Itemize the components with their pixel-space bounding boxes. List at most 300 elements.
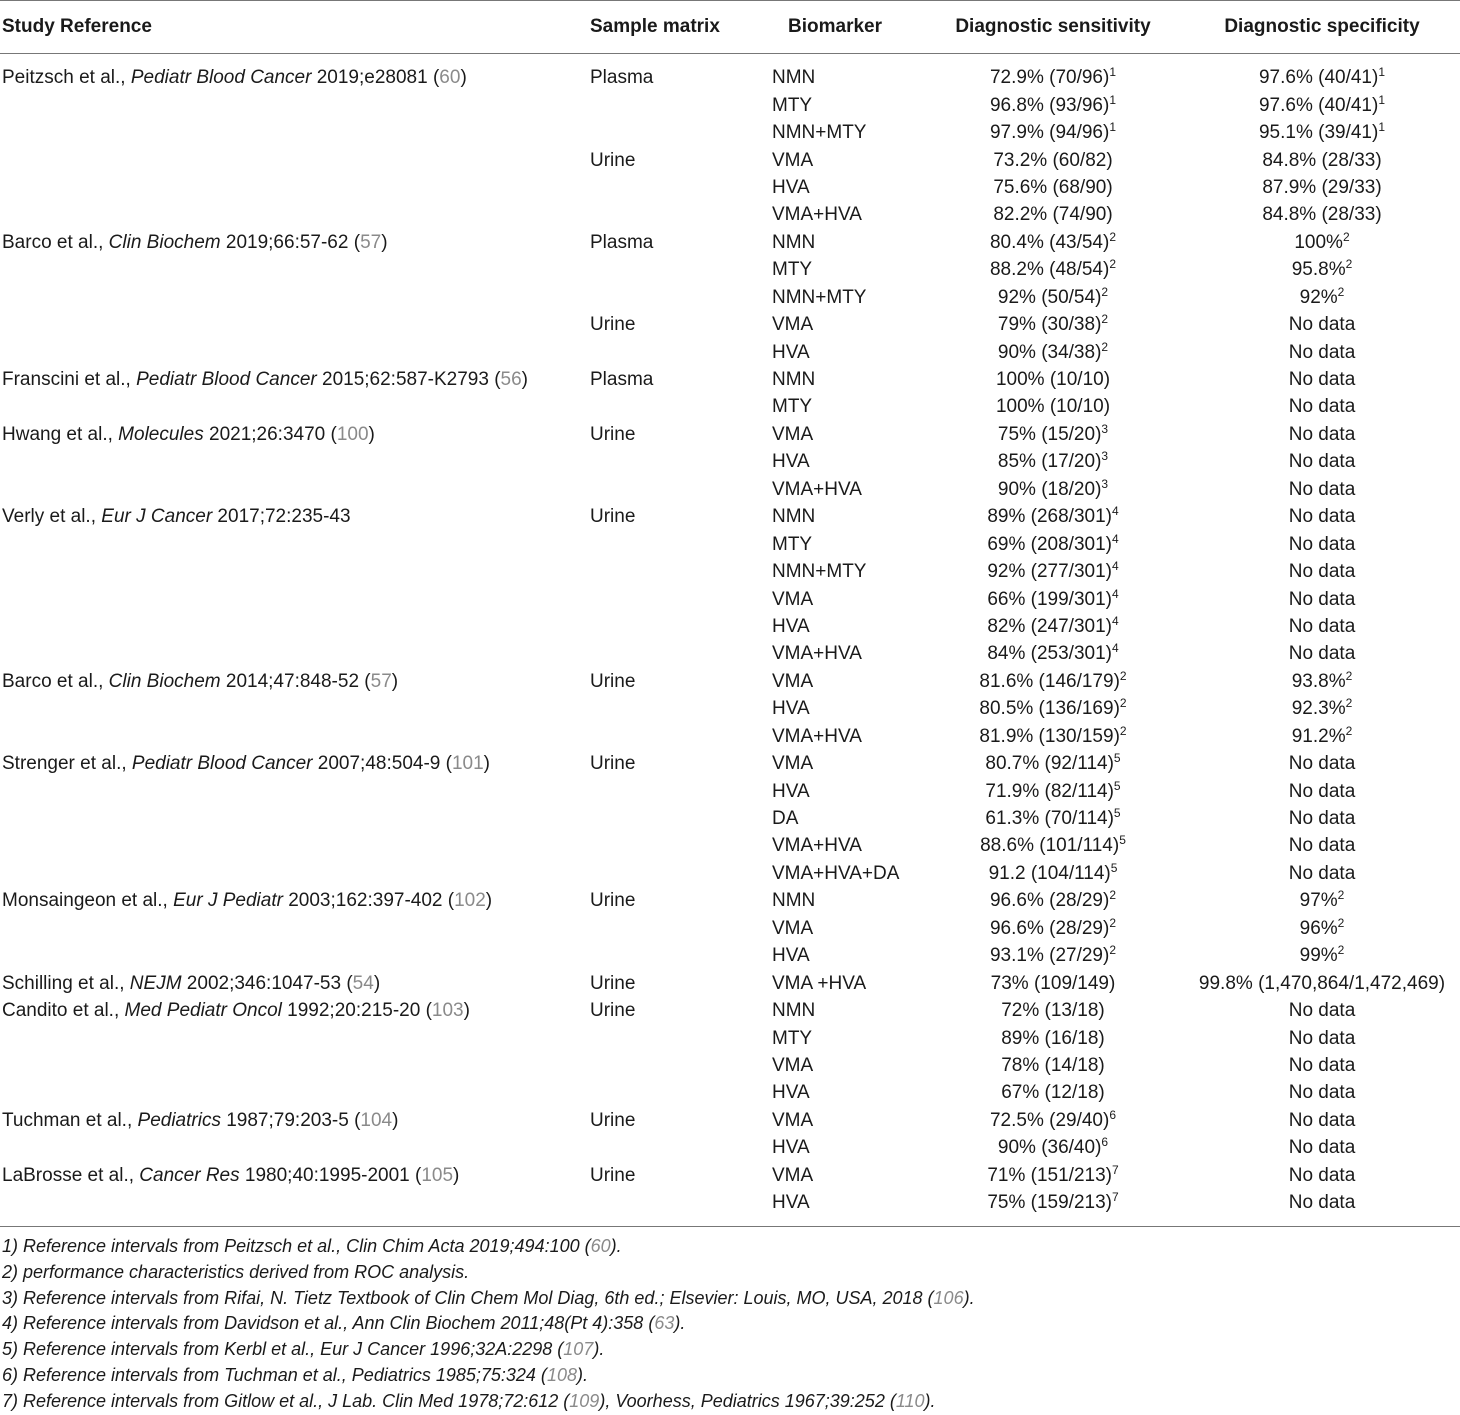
specificity-cell (1184, 1134, 1460, 1161)
biomarker: NMN+MTY (772, 286, 867, 308)
study-authors: Strenger et al., (2, 753, 132, 775)
table-row (0, 174, 1460, 201)
sample-matrix-cell (582, 54, 760, 92)
specificity-cell (1184, 1024, 1460, 1051)
sensitivity-cell (922, 366, 1184, 393)
specificity-cell (1184, 805, 1460, 832)
table-row (0, 338, 1460, 365)
study-reference-cell (0, 558, 582, 585)
biomarker: MTY (772, 1027, 813, 1049)
sensitivity-value: 81.9% (130/159) (979, 725, 1120, 747)
sample-matrix-cell (582, 119, 760, 146)
biomarker-cell (760, 503, 922, 530)
sensitivity-cell (922, 585, 1184, 612)
specificity-value: 100% (1294, 231, 1343, 253)
reference-close: ) (460, 67, 467, 89)
specificity-cell (1184, 750, 1460, 777)
specificity-cell (1184, 338, 1460, 365)
biomarker-cell (760, 1024, 922, 1051)
footnote-marker: 2 (1101, 312, 1109, 327)
biomarker-cell (760, 119, 922, 146)
sample-matrix: Urine (590, 1000, 636, 1022)
footnote-marker: 1 (1378, 120, 1386, 135)
study-reference-cell (0, 530, 582, 557)
table-row (0, 668, 1460, 695)
reference-close: ) (483, 753, 490, 775)
sample-matrix-cell (582, 1162, 760, 1189)
table-row (0, 366, 1460, 393)
biomarker: VMA (772, 1164, 814, 1186)
specificity-value: No data (1288, 369, 1356, 391)
study-journal: Pediatrics (137, 1109, 221, 1131)
table-row (0, 1107, 1460, 1134)
table-row (0, 146, 1460, 173)
footnote-text: ). (576, 1364, 588, 1385)
sample-matrix-cell (582, 832, 760, 859)
sample-matrix-cell (582, 393, 760, 420)
biomarker-cell (760, 942, 922, 969)
sensitivity-value: 75% (15/20) (997, 423, 1102, 445)
footnote-marker: 4 (1111, 504, 1119, 519)
sample-matrix-cell (582, 448, 760, 475)
footnote-marker: 2 (1101, 284, 1109, 299)
study-reference-cell (0, 860, 582, 887)
biomarker: VMA (772, 423, 814, 445)
specificity-cell (1184, 969, 1460, 996)
footnote-marker: 4 (1111, 586, 1119, 601)
specificity-value: 93.8% (1291, 670, 1346, 692)
biomarker-cell (760, 530, 922, 557)
biomarker-cell (760, 174, 922, 201)
biomarker: NMN (772, 369, 816, 391)
sensitivity-value: 89% (16/18) (1001, 1027, 1105, 1049)
footnote-marker: 1 (1109, 92, 1117, 107)
specificity-value: 97.6% (40/41) (1258, 94, 1379, 116)
specificity-cell (1184, 668, 1460, 695)
sensitivity-value: 67% (12/18) (1001, 1082, 1105, 1104)
sensitivity-value: 73.2% (60/82) (993, 149, 1113, 171)
footnote-marker: 7 (1111, 1162, 1119, 1177)
footnote-marker: 1 (1378, 65, 1386, 80)
footnote-marker: 2 (1109, 943, 1117, 958)
biomarker-cell (760, 860, 922, 887)
sensitivity-value: 90% (36/40) (997, 1137, 1102, 1159)
footnote-marker: 2 (1345, 668, 1353, 683)
specificity-value: No data (1288, 1027, 1356, 1049)
biomarker: HVA (772, 1082, 810, 1104)
sensitivity-value: 97.9% (94/96) (989, 122, 1110, 144)
study-journal: Clin Biochem (108, 670, 221, 692)
table-row (0, 997, 1460, 1024)
header-sample-matrix: Sample matrix (582, 1, 760, 54)
reference-number: 100 (336, 423, 369, 445)
reference-number: 60 (590, 1236, 611, 1256)
specificity-cell (1184, 942, 1460, 969)
study-citation: 2019;66:57-62 ( (220, 231, 361, 253)
specificity-value: 92% (1299, 286, 1338, 308)
specificity-value: No data (1288, 615, 1356, 637)
table-row (0, 1024, 1460, 1051)
specificity-value: 87.9% (29/33) (1262, 176, 1382, 198)
sensitivity-value: 71% (151/213) (987, 1164, 1112, 1186)
reference-number: 105 (421, 1164, 454, 1186)
specificity-value: No data (1288, 835, 1356, 857)
table-row (0, 54, 1460, 92)
specificity-value: No data (1288, 862, 1356, 884)
footnote-line (0, 1286, 975, 1312)
footnote-text: 5) Reference intervals from Kerbl et al., Eur J Cancer 1996;32A:2298 ( (2, 1339, 564, 1360)
sample-matrix: Urine (590, 1164, 636, 1186)
sensitivity-value: 71.9% (82/114) (985, 780, 1114, 802)
sensitivity-value: 91.2 (104/114) (988, 862, 1111, 884)
specificity-value: No data (1288, 314, 1356, 336)
study-authors: Candito et al., (2, 1000, 125, 1022)
specificity-value: 91.2% (1291, 725, 1346, 747)
footnote-marker: 7 (1111, 1190, 1119, 1205)
specificity-value: No data (1288, 1109, 1356, 1131)
study-journal: Clin Biochem (108, 231, 221, 253)
sample-matrix-cell (582, 256, 760, 283)
sensitivity-cell (922, 613, 1184, 640)
footnote-marker: 5 (1110, 860, 1118, 875)
header-biomarker: Biomarker (760, 1, 922, 54)
biomarker: VMA+HVA+DA (772, 862, 900, 884)
sensitivity-value: 66% (199/301) (987, 588, 1112, 610)
specificity-cell (1184, 119, 1460, 146)
sensitivity-cell (922, 668, 1184, 695)
reference-number: 63 (654, 1313, 675, 1334)
study-citation: 2015;62:587-K2793 ( (316, 369, 501, 391)
biomarker-cell (760, 613, 922, 640)
sensitivity-cell (922, 887, 1184, 914)
biomarker-cell (760, 393, 922, 420)
specificity-cell (1184, 887, 1460, 914)
biomarker-cell (760, 887, 922, 914)
sensitivity-cell (922, 695, 1184, 722)
sensitivity-value: 96.8% (93/96) (989, 94, 1110, 116)
footnote-marker: 2 (1119, 696, 1127, 711)
sample-matrix-cell (582, 229, 760, 256)
study-reference-cell (0, 1107, 582, 1134)
footnote-marker: 1 (1378, 92, 1386, 107)
sample-matrix-cell (582, 1107, 760, 1134)
table-row (0, 1162, 1460, 1189)
table-row (0, 860, 1460, 887)
sensitivity-value: 96.6% (28/29) (989, 917, 1110, 939)
study-reference-cell (0, 887, 582, 914)
specificity-cell (1184, 530, 1460, 557)
sample-matrix-cell (582, 1189, 760, 1227)
sensitivity-cell (922, 558, 1184, 585)
reference-close: ) (373, 972, 381, 994)
sensitivity-cell (922, 832, 1184, 859)
header-row (0, 1, 1460, 54)
reference-close: ) (453, 1164, 460, 1186)
study-reference-cell (0, 256, 582, 283)
study-reference-cell (0, 1134, 582, 1161)
study-authors: Monsaingeon et al., (2, 890, 174, 912)
specificity-value: No data (1288, 808, 1356, 830)
table-row (0, 91, 1460, 118)
biomarker: HVA (772, 1137, 810, 1159)
reference-number: 106 (933, 1287, 964, 1308)
sensitivity-value: 92% (277/301) (987, 561, 1112, 583)
sensitivity-value: 84% (253/301) (987, 643, 1112, 665)
sensitivity-value: 90% (34/38) (997, 341, 1102, 363)
table-row (0, 256, 1460, 283)
biomarker-cell (760, 256, 922, 283)
footnote-marker: 2 (1337, 284, 1345, 299)
table-row (0, 695, 1460, 722)
table-row (0, 887, 1460, 914)
sample-matrix-cell (582, 915, 760, 942)
reference-number: 108 (546, 1364, 577, 1385)
biomarker-cell (760, 284, 922, 311)
sample-matrix-cell (582, 530, 760, 557)
study-reference-cell (0, 366, 582, 393)
sample-matrix-cell (582, 750, 760, 777)
study-reference-cell (0, 174, 582, 201)
biomarker-cell (760, 1107, 922, 1134)
reference-number: 110 (895, 1390, 925, 1411)
sample-matrix-cell (582, 1134, 760, 1161)
reference-close: ) (485, 890, 493, 912)
sample-matrix-cell (582, 311, 760, 338)
study-authors: Peitzsch et al., (2, 67, 131, 89)
sample-matrix: Urine (590, 149, 636, 171)
reference-number: 104 (360, 1109, 393, 1131)
sample-matrix-cell (582, 1052, 760, 1079)
specificity-value: No data (1288, 1137, 1356, 1159)
table-row (0, 284, 1460, 311)
sample-matrix: Urine (590, 753, 636, 775)
study-reference-cell (0, 942, 582, 969)
footnote-marker: 2 (1109, 229, 1117, 244)
study-reference-cell (0, 476, 582, 503)
sensitivity-value: 72% (13/18) (1001, 1000, 1105, 1022)
biomarker: NMN (772, 231, 816, 253)
table-row (0, 558, 1460, 585)
sample-matrix-cell (582, 887, 760, 914)
footnote-marker: 5 (1113, 751, 1121, 766)
sample-matrix: Urine (590, 972, 636, 994)
sensitivity-value: 72.5% (29/40) (989, 1109, 1110, 1131)
study-citation: 1987;79:203-5 ( (220, 1109, 361, 1131)
specificity-cell (1184, 777, 1460, 804)
specificity-cell (1184, 997, 1460, 1024)
reference-number: 103 (431, 1000, 464, 1022)
table-row (0, 311, 1460, 338)
specificity-value: 97% (1299, 890, 1338, 912)
sensitivity-cell (922, 640, 1184, 667)
specificity-value: 95.8% (1291, 259, 1346, 281)
sample-matrix-cell (582, 284, 760, 311)
sensitivity-cell (922, 942, 1184, 969)
sensitivity-cell (922, 860, 1184, 887)
sensitivity-value: 100% (10/10) (995, 396, 1111, 418)
study-reference-cell (0, 668, 582, 695)
table-row (0, 1189, 1460, 1227)
sample-matrix-cell (582, 476, 760, 503)
study-reference-cell (0, 91, 582, 118)
specificity-value: No data (1288, 1054, 1356, 1076)
specificity-value: No data (1288, 478, 1356, 500)
footnote-marker: 2 (1345, 257, 1353, 272)
biomarker: HVA (772, 945, 810, 967)
biomarker-cell (760, 915, 922, 942)
study-citation: 2007;48:504-9 ( (312, 753, 452, 775)
biomarker-cell (760, 969, 922, 996)
sample-matrix-cell (582, 91, 760, 118)
sample-matrix: Urine (590, 1109, 636, 1131)
biomarker-cell (760, 777, 922, 804)
sample-matrix-cell (582, 1024, 760, 1051)
biomarker-cell (760, 668, 922, 695)
specificity-value: No data (1288, 396, 1356, 418)
sensitivity-value: 69% (208/301) (987, 533, 1112, 555)
footnote-line (0, 1311, 975, 1337)
footnote-line (0, 1260, 975, 1286)
specificity-cell (1184, 393, 1460, 420)
specificity-value: 84.8% (28/33) (1262, 204, 1382, 226)
sensitivity-cell (922, 1107, 1184, 1134)
specificity-value: 84.8% (28/33) (1262, 149, 1382, 171)
specificity-value: 92.3% (1291, 698, 1346, 720)
specificity-cell (1184, 585, 1460, 612)
study-reference-cell (0, 969, 582, 996)
footnote-marker: 2 (1109, 888, 1117, 903)
biomarker: VMA+HVA (772, 478, 862, 500)
footnote-marker: 3 (1101, 476, 1109, 491)
specificity-cell (1184, 201, 1460, 228)
biomarker: HVA (772, 1192, 810, 1214)
reference-number: 60 (439, 67, 461, 89)
specificity-cell (1184, 229, 1460, 256)
specificity-value: No data (1288, 451, 1356, 473)
specificity-cell (1184, 832, 1460, 859)
biomarker-cell (760, 366, 922, 393)
sensitivity-value: 80.4% (43/54) (989, 231, 1110, 253)
specificity-value: No data (1288, 341, 1356, 363)
footnote-marker: 2 (1119, 723, 1127, 738)
biomarker-cell (760, 1079, 922, 1106)
specificity-value: 95.1% (39/41) (1258, 122, 1379, 144)
biomarker: VMA (772, 917, 814, 939)
sample-matrix-cell (582, 640, 760, 667)
study-citation: 2019;e28081 ( (311, 67, 440, 89)
specificity-value: 99% (1299, 945, 1338, 967)
sensitivity-cell (922, 750, 1184, 777)
specificity-value: No data (1288, 1164, 1356, 1186)
table-row (0, 503, 1460, 530)
study-reference-cell (0, 201, 582, 228)
table-row (0, 585, 1460, 612)
study-authors: Barco et al., (2, 670, 109, 692)
reference-close: ) (391, 670, 399, 692)
specificity-cell (1184, 421, 1460, 448)
sensitivity-value: 92% (50/54) (997, 286, 1102, 308)
study-reference-cell (0, 503, 582, 530)
footnote-marker: 5 (1113, 806, 1121, 821)
sensitivity-cell (922, 476, 1184, 503)
sensitivity-value: 82.2% (74/90) (993, 204, 1113, 226)
sample-matrix-cell (582, 174, 760, 201)
footnote-marker: 2 (1337, 888, 1345, 903)
sensitivity-cell (922, 393, 1184, 420)
footnote-marker: 5 (1113, 778, 1121, 793)
table-row (0, 201, 1460, 228)
specificity-cell (1184, 860, 1460, 887)
sensitivity-cell (922, 1052, 1184, 1079)
reference-number: 57 (370, 670, 392, 692)
study-citation: 2021;26:3470 ( (203, 423, 337, 445)
sensitivity-value: 100% (10/10) (995, 369, 1111, 391)
table-body (0, 54, 1460, 1227)
biomarker-cell (760, 54, 922, 92)
sensitivity-cell (922, 723, 1184, 750)
sensitivity-cell (922, 777, 1184, 804)
study-authors: Barco et al., (2, 231, 109, 253)
footnote-marker: 1 (1109, 65, 1117, 80)
study-reference-cell (0, 54, 582, 92)
sample-matrix: Urine (590, 423, 636, 445)
sample-matrix: Urine (590, 506, 636, 528)
specificity-cell (1184, 1107, 1460, 1134)
footnote-marker: 1 (1109, 120, 1117, 135)
table-row (0, 448, 1460, 475)
header-study-reference: Study Reference (0, 1, 582, 54)
table-row (0, 969, 1460, 996)
biomarker: VMA (772, 1109, 814, 1131)
footnote-marker: 3 (1101, 449, 1109, 464)
biomarker: NMN+MTY (772, 561, 867, 583)
study-reference-cell (0, 585, 582, 612)
specificity-value: No data (1288, 643, 1356, 665)
sensitivity-value: 75.6% (68/90) (993, 176, 1113, 198)
table-row (0, 229, 1460, 256)
specificity-cell (1184, 1162, 1460, 1189)
study-reference-cell (0, 1052, 582, 1079)
sample-matrix-cell (582, 997, 760, 1024)
biomarker-cell (760, 91, 922, 118)
table-row (0, 1134, 1460, 1161)
sensitivity-cell (922, 805, 1184, 832)
biomarker: VMA (772, 1054, 814, 1076)
sample-matrix-cell (582, 613, 760, 640)
study-reference-cell (0, 640, 582, 667)
sample-matrix-cell (582, 585, 760, 612)
specificity-cell (1184, 91, 1460, 118)
biomarker: HVA (772, 341, 810, 363)
biomarker-cell (760, 832, 922, 859)
biomarker: VMA +HVA (772, 972, 867, 994)
biomarker: DA (772, 808, 799, 830)
study-reference-cell (0, 805, 582, 832)
header-diagnostic-specificity: Diagnostic specificity (1184, 1, 1460, 54)
table-row (0, 805, 1460, 832)
study-journal: Molecules (118, 423, 204, 445)
footnote-text: ). (924, 1390, 936, 1411)
footnote-text: 3) Reference intervals from Rifai, N. Tietz Textbook of Clin Chem Mol Diag, 6th ed.; Elsevier: Louis, MO, USA, 2018 ( (2, 1287, 934, 1308)
footnote-text: 7) Reference intervals from Gitlow et al., J Lab. Clin Med 1978;72:612 ( (2, 1390, 570, 1411)
footnote-text: 6) Reference intervals from Tuchman et al., Pediatrics 1985;75:324 ( (2, 1364, 547, 1385)
table-row (0, 750, 1460, 777)
table-row (0, 1079, 1460, 1106)
reference-number: 57 (360, 231, 382, 253)
study-reference-cell (0, 393, 582, 420)
biomarker: VMA+HVA (772, 835, 862, 857)
study-reference-cell (0, 1079, 582, 1106)
